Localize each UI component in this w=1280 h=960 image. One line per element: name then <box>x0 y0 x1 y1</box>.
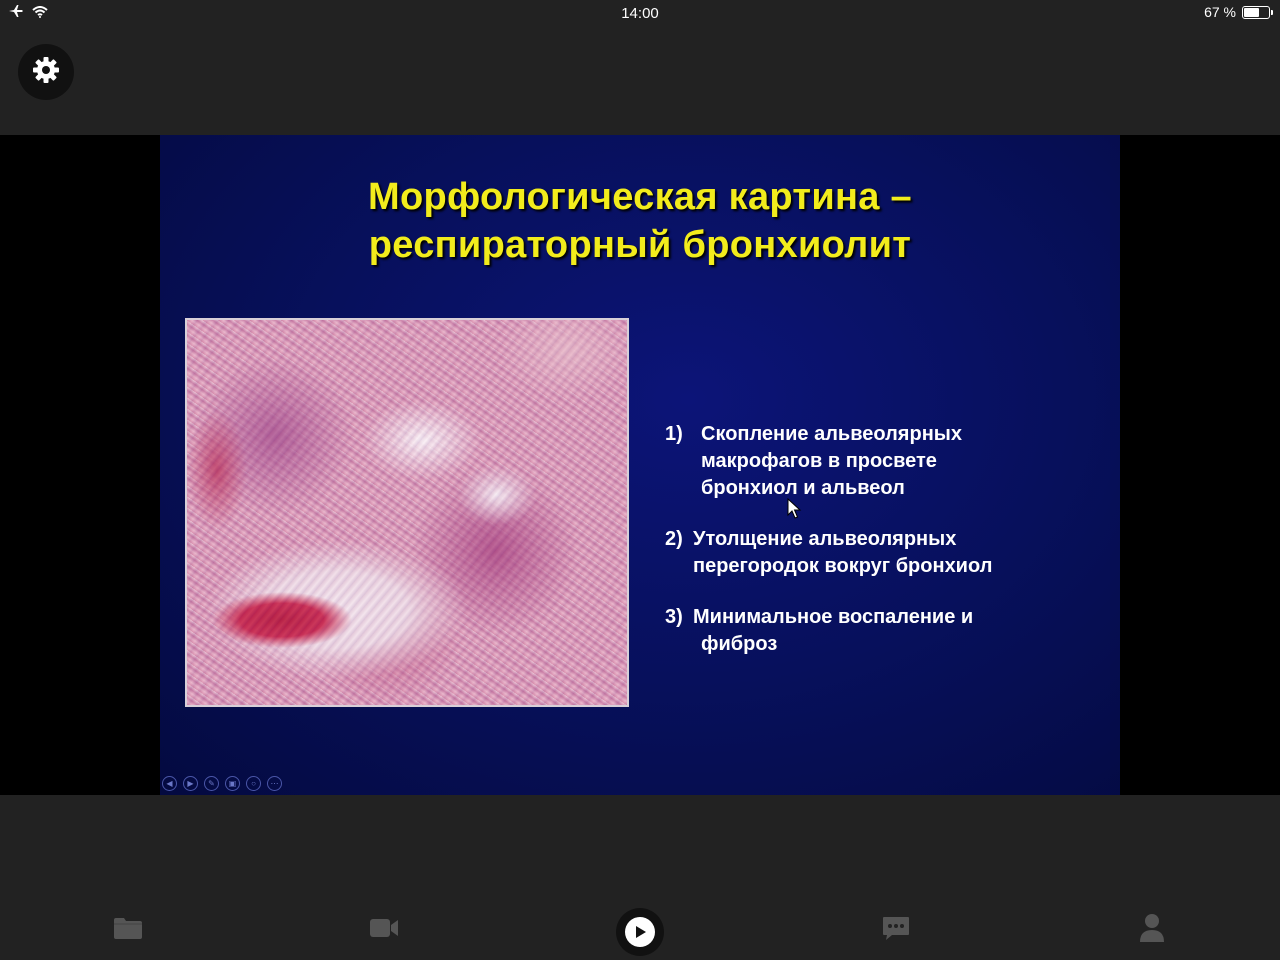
point-line: Минимальное воспаление и <box>693 606 974 628</box>
point-number: 1) <box>665 423 683 445</box>
point-line: Скопление альвеолярных <box>701 423 962 445</box>
list-item <box>665 604 1085 658</box>
play-icon <box>625 917 655 947</box>
battery-percent: 67 % <box>1204 4 1236 20</box>
status-bar <box>0 0 1280 26</box>
more-icon[interactable]: ⋯ <box>267 776 282 791</box>
prev-icon[interactable]: ◀ <box>162 776 177 791</box>
presentation-slide <box>160 135 1120 795</box>
gear-icon <box>31 55 61 90</box>
tab-folder[interactable] <box>98 905 158 955</box>
slide-title-line2: респираторный бронхиолит <box>368 224 912 266</box>
slide-title <box>160 173 1120 269</box>
battery-fill <box>1244 8 1259 17</box>
point-text <box>701 421 1085 502</box>
point-line: макрофагов в просвете <box>701 450 937 472</box>
point-line: бронхиол и альвеол <box>701 477 905 499</box>
point-number: 2) <box>665 528 683 550</box>
point-text <box>693 604 1085 658</box>
status-time: 14:00 <box>621 5 659 22</box>
histology-texture <box>187 320 627 705</box>
folder-icon <box>113 916 143 945</box>
bottom-tab-bar <box>0 795 1280 960</box>
tab-video[interactable] <box>354 905 414 955</box>
point-line: Утолщение альвеолярных <box>693 528 957 550</box>
list-item <box>665 421 1085 502</box>
histology-image <box>185 318 629 707</box>
zoom-icon[interactable]: ○ <box>246 776 261 791</box>
battery-icon <box>1242 6 1270 19</box>
point-text <box>693 526 1085 580</box>
slide-controls <box>162 776 282 791</box>
point-line: фиброз <box>701 633 778 655</box>
tab-play[interactable] <box>616 908 664 956</box>
pen-icon[interactable]: ✎ <box>204 776 219 791</box>
slides-icon[interactable]: ▣ <box>225 776 240 791</box>
list-item <box>665 526 1085 580</box>
slide-title-line1: Морфологическая картина – <box>368 176 912 218</box>
point-line: перегородок вокруг бронхиол <box>693 555 993 577</box>
point-number: 3) <box>665 606 683 628</box>
chat-icon <box>882 915 910 946</box>
status-right <box>1204 4 1270 20</box>
video-camera-icon <box>369 917 399 944</box>
cursor-arrow-icon <box>787 498 803 525</box>
battery-tip <box>1271 10 1273 15</box>
tab-profile[interactable] <box>1122 905 1182 955</box>
user-icon <box>1139 913 1165 948</box>
next-icon[interactable]: ▶ <box>183 776 198 791</box>
settings-button[interactable] <box>18 44 74 100</box>
tab-chat[interactable] <box>866 905 926 955</box>
video-player[interactable] <box>0 135 1280 795</box>
slide-points-list <box>665 421 1085 682</box>
